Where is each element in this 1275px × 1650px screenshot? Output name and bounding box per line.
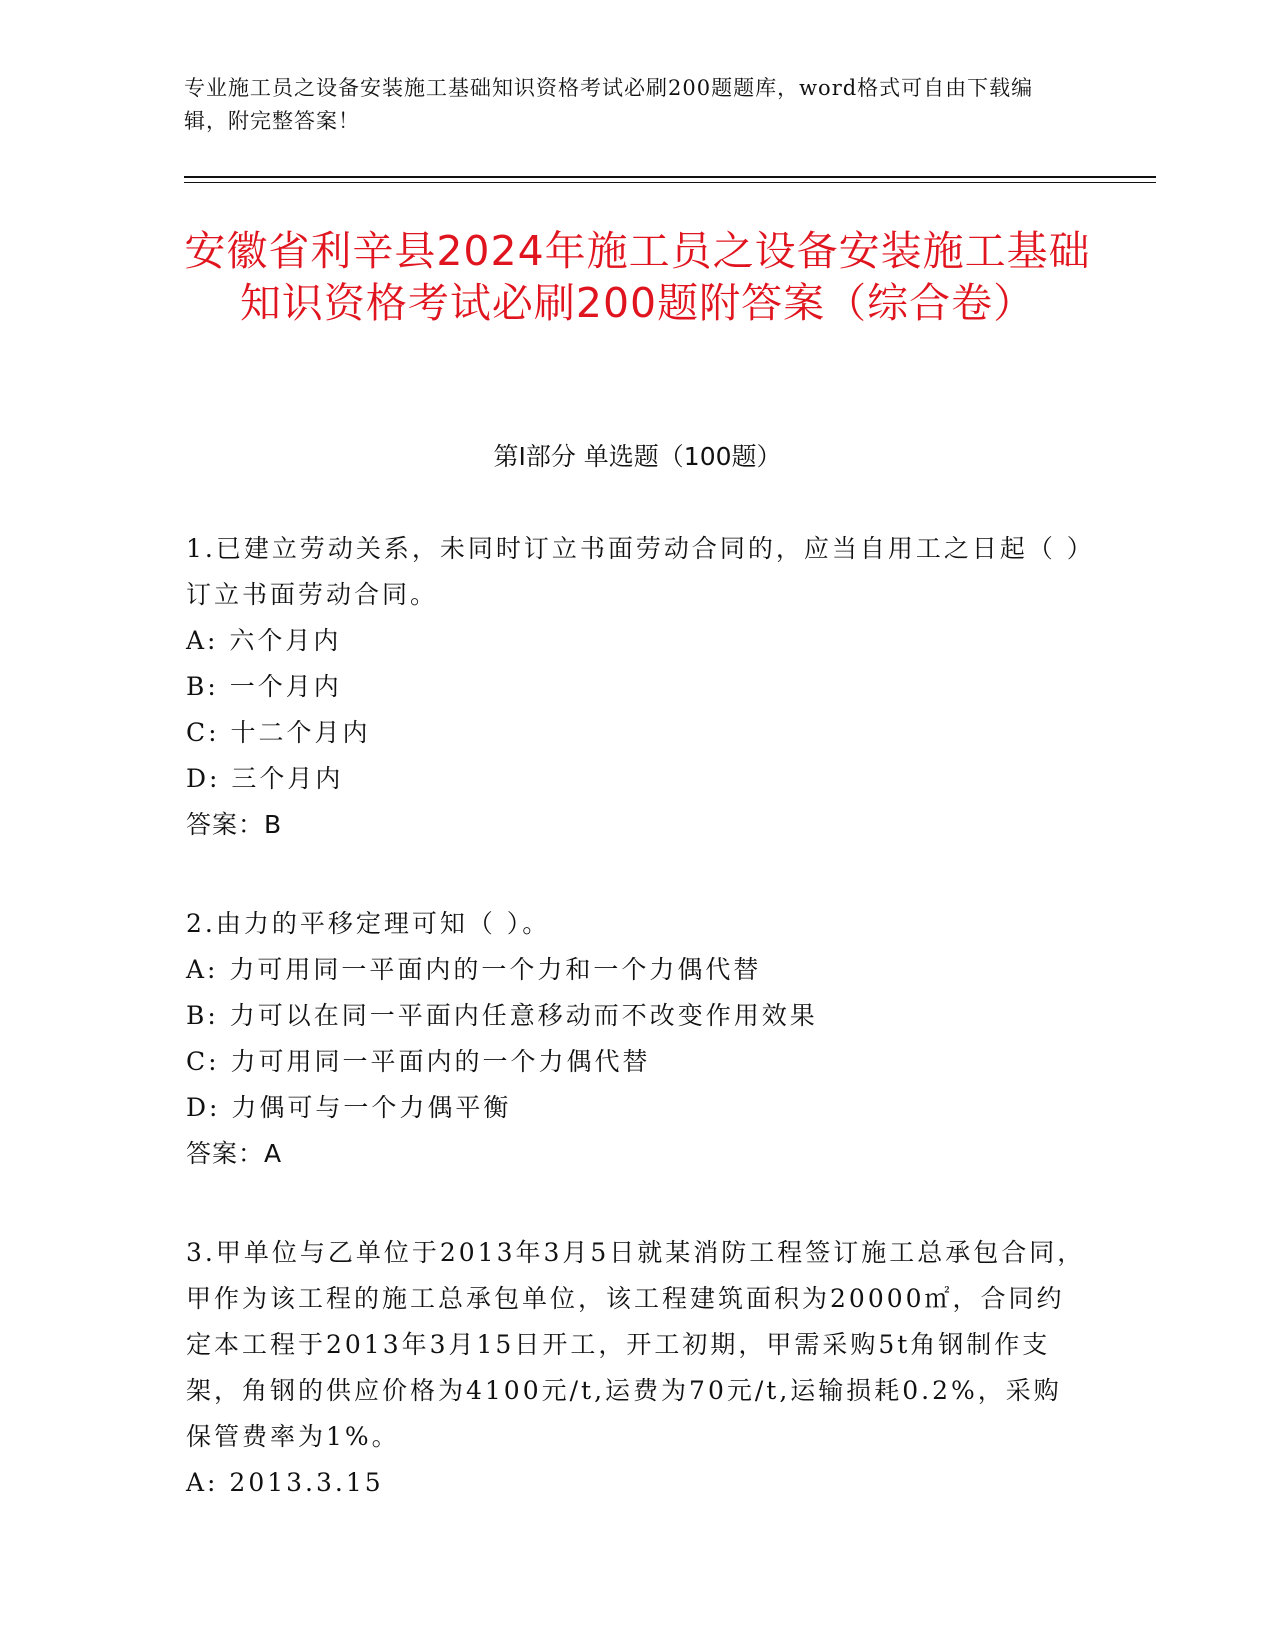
- question-1: [186, 526, 1086, 848]
- answer: 答案：A: [186, 1139, 283, 1168]
- header-rule-thick: [184, 176, 1156, 178]
- option-c: C: 十二个月内: [186, 718, 371, 747]
- option-a: A: 力可用同一平面内的一个力和一个力偶代替: [186, 955, 762, 984]
- question-stem: 2.由力的平移定理可知（ ）。: [186, 909, 551, 938]
- header-rule-thin: [184, 182, 1156, 183]
- option-a: A: 六个月内: [186, 626, 342, 655]
- option-a: A: 2013.3.15: [186, 1468, 384, 1497]
- question-stem: 3.甲单位与乙单位于2013年3月5日就某消防工程签订施工总承包合同，甲作为该工程的施工总承包单位，该工程建筑面积为20000㎡，合同约定本工程于2013年3月15日开工，开工初期，甲需采购5t角钢制作支架，角钢的供应价格为4100元/t,运费为70元/t,运输损耗0.2%，采购保管费率为1%。: [186, 1238, 1086, 1451]
- option-d: D: 力偶可与一个力偶平衡: [186, 1093, 512, 1122]
- document-title: 安徽省利辛县2024年施工员之设备安装施工基础知识资格考试必刷200题附答案（综合卷）: [184, 227, 1091, 327]
- header-note: 专业施工员之设备安装施工基础知识资格考试必刷200题题库，word格式可自由下载编辑，附完整答案！: [184, 76, 1034, 133]
- question-2: [186, 901, 1086, 1177]
- section-title: 第I部分 单选题（100题）: [493, 442, 782, 471]
- question-list: [186, 526, 1086, 1559]
- option-b: B: 力可以在同一平面内任意移动而不改变作用效果: [186, 1001, 818, 1030]
- question-3: [186, 1230, 1086, 1506]
- question-stem: 1.已建立劳动关系，未同时订立书面劳动合同的，应当自用工之日起（ ）订立书面劳动合同。: [186, 534, 1083, 609]
- option-d: D: 三个月内: [186, 764, 344, 793]
- option-b: B: 一个月内: [186, 672, 342, 701]
- option-c: C: 力可用同一平面内的一个力偶代替: [186, 1047, 651, 1076]
- answer: 答案：B: [186, 810, 283, 839]
